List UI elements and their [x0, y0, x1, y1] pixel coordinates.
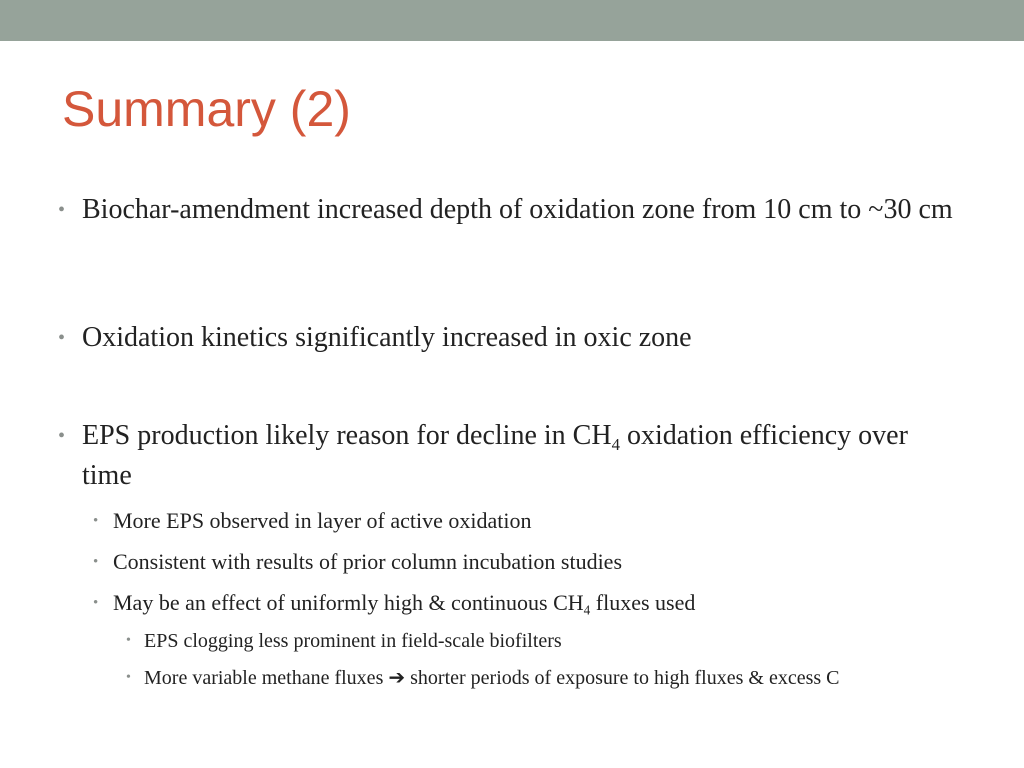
bullet-text: More EPS observed in layer of active oxidation	[113, 508, 532, 533]
bullet-text-start: May be an effect of uniformly high & continuous CH	[113, 590, 584, 615]
bullet-icon: •	[93, 513, 99, 529]
bullet-text-end: shorter periods of exposure to high fluxes & excess C	[405, 667, 840, 689]
bullet-text: Oxidation kinetics significantly increased in oxic zone	[82, 322, 692, 353]
bullet-icon: •	[126, 670, 131, 685]
bullet-text-end: fluxes used	[590, 590, 696, 615]
bullet-text-start: EPS production likely reason for decline in CH	[82, 420, 612, 451]
bullet-icon: •	[93, 554, 99, 570]
bullet-item-oxidation-kinetics	[58, 318, 962, 358]
right-arrow-icon: ➔	[388, 667, 406, 689]
bullet-icon: •	[58, 425, 66, 447]
bullet-text: EPS clogging less prominent in field-scale biofilters	[144, 630, 562, 652]
bullet-text-start: More variable methane fluxes	[144, 667, 389, 689]
bullet-text: Consistent with results of prior column incubation studies	[113, 549, 623, 574]
sub-sub-bullet-eps-clogging	[126, 626, 964, 656]
bullet-icon: •	[58, 199, 66, 221]
bullet-item-oxidation-zone-depth	[58, 190, 962, 230]
sub-bullet-consistent-results	[93, 547, 973, 577]
sub-bullet-uniform-fluxes	[93, 588, 973, 618]
bullet-icon: •	[93, 595, 99, 611]
sub-bullet-more-eps	[93, 506, 973, 536]
bullet-item-eps-production	[58, 416, 962, 496]
subscript-4: 4	[611, 434, 620, 454]
sub-sub-bullet-variable-fluxes	[126, 663, 964, 693]
bullet-icon: •	[58, 327, 66, 349]
bullet-icon: •	[126, 633, 131, 648]
subscript-4: 4	[583, 602, 591, 618]
slide-title: Summary (2)	[62, 81, 351, 137]
bullet-text-end: oxidation efficiency over time	[82, 420, 908, 491]
bullet-text: Biochar-amendment increased depth of oxidation zone from 10 cm to ~30 cm	[82, 194, 953, 225]
